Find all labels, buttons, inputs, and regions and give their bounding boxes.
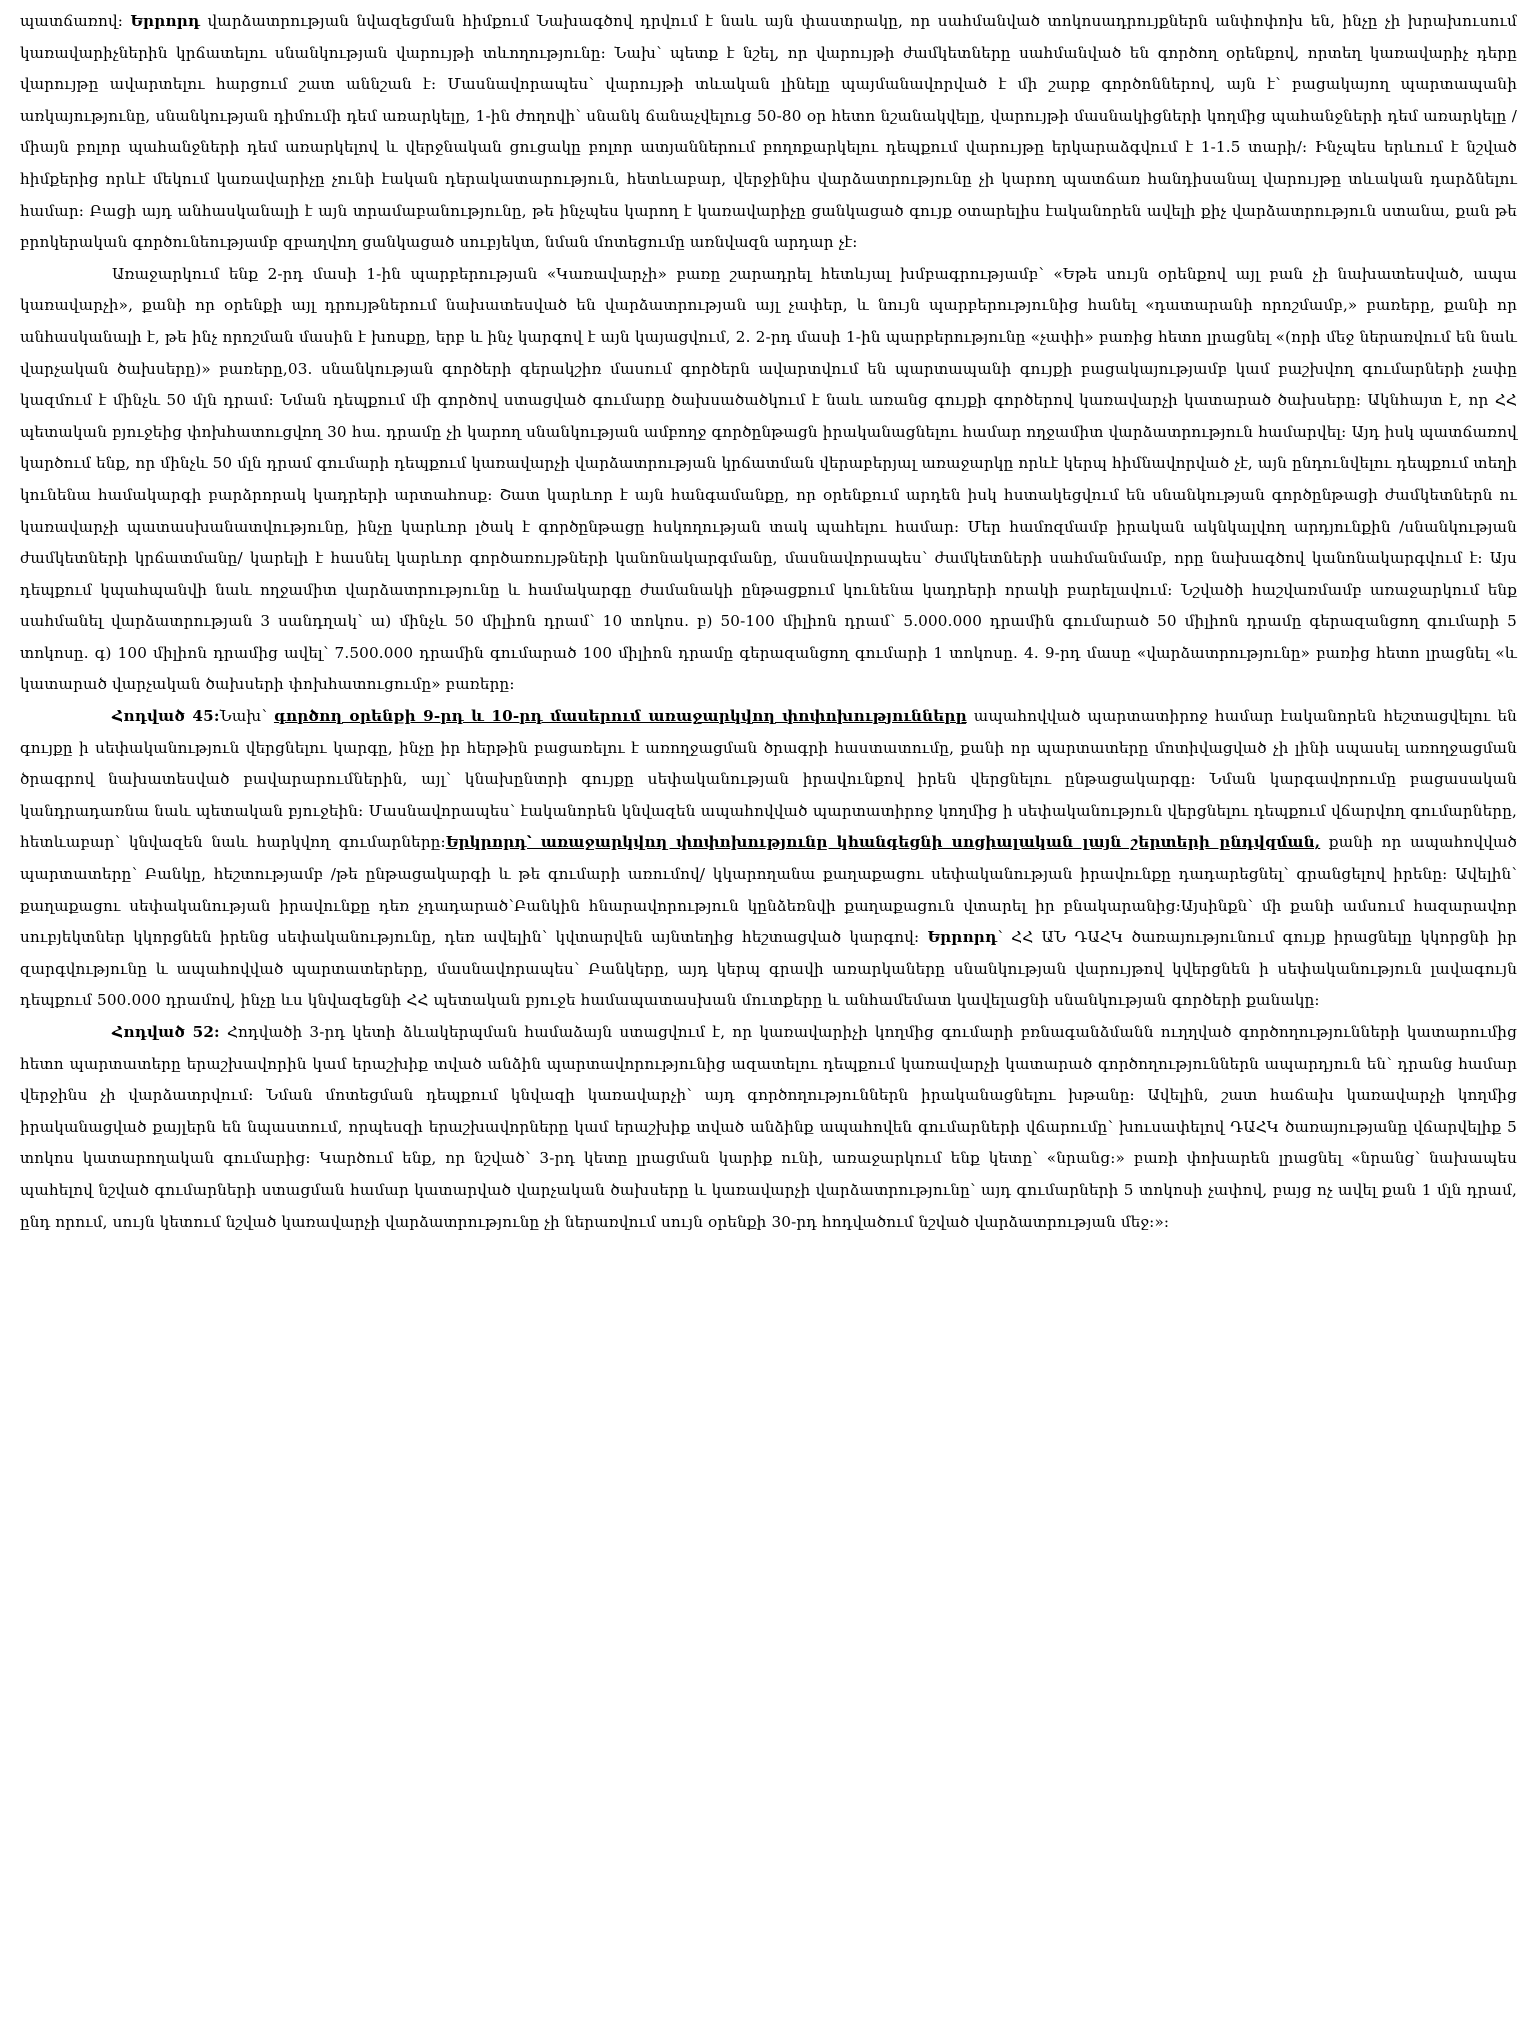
paragraph-reasons [20,6,1517,259]
underlined-segment-second: Երկրորդ՝ առաջարկվող փոփոխությունը կհանգեցնի սոցիալական լայն շերտերի ընդվզման, [445,833,1321,852]
text-segment: Հոդվածի 3-րդ կետի ձևակերպման համաձայն ստացվում է, որ կառավարիչի կողմից գումարի բռնագանձմանն ուղղված գործողությունների կատարումից հետո պարտատերը երաշխավորին կամ երաշխիք տված անձին պարտավորությունից ազատելու դեպքում կառավարչի կատարած գործողություններն ապարդյուն են՝ դրանց համար վերջինս չի վարձատրվում: Նման մոտեցման դեպքում կնվազի կառավարչի՝ այդ գործողություններն իրականացնելու խթանը: Ավելին, շատ հաճախ կառավարչի կողմից իրականացված քայլերն են նպաստում, որպեսզի երաշխավորները կամ երաշխիք տված անձինք ապահովեն գումարների վճարումը՝ խուսափելով ԴԱՀԿ ծառայությանը վճարվելիք 5 տոկոս կատարողական գումարից: Կարծում ենք, որ նշված՝ 3-րդ կետը լրացման կարիք ունի, առաջարկում ենք կետը՝ «նրանց:» բառի փոխարեն լրացնել «նրանց՝ նախապես պահելով նշված գումարների ստացման համար կատարված վարչական ծախսերը և կառավարչի վարձատրությունը՝ այդ գումարների 5 տոկոսի չափով, բայց ոչ ավել քան 1 մլն դրամ, ընդ որում, սույն կետում նշված կառավարչի վարձատրությունը չի ներառվում սույն օրենքի 30-րդ հոդվածում նշված վարձատրության մեջ:»: [20,1023,1518,1231]
text-segment: ապահովված պարտատիրոջ համար էականորեն հեշտացվելու են գույքը ի սեփականություն վերցնելու կարգը, ինչը իր հերթին բացառելու է առողջացման ծրագրի հաստատումը, քանի որ պարտատերը մոտիվացված չի լինի սպասել առողջացման ծրագրով նախատեսված բավարարումներին, այլ՝ կնախընտրի գույքը սեփականության իրավունքով իրեն վերցնելու ընթացակարգը: Նման կարգավորումը բացասական կանդրադառնա նաև պետական բյուջեին: Մասնավորապես՝ էականորեն կնվազեն ապահովված պարտատիրոջ կողմից ի սեփականություն վերցնելու դեպքում վճարվող գումարները, հետևաբար՝ կնվազեն նաև հարկվող գումարները: [20,707,1517,852]
bold-segment-third: Երրորդ [130,12,201,30]
text-segment: քանի որ ապահովված պարտատերը՝ Բանկը, հեշտությամբ /թե ընթացակարգի և թե գումարի առումով/ կկարողանա քաղաքացու սեփականության իրավունքը դադարեցնել՝ գրանցելով իրենը: Ավելին՝ քաղաքացու սեփականության իրավունքը դեռ չդադարած՝Բանկին հնարավորություն կընձեռնվի քաղաքացուն վտարել իր բնակարանից:Այսինքն՝ մի քանի ամսում հազարավոր սուբյեկտներ կկորցնեն իրենց սեփականությունը, դեռ ավելին՝ կվտարվեն այնտեղից հեշտացված կարգով: [20,833,1517,947]
text-segment: վարձատրության նվազեցման հիմքում Նախագծով դրվում է նաև այն փաստրակը, որ սահմանված տոկոսադրույքներն անփոփոխ են, ինչը չի խրախուսում կառավարիչներին կրճատելու սնանկության վարույթի տևողությունը: Նախ՝ պետք է նշել, որ վարույթի ժամկետները սահմանված են գործող օրենքով, որտեղ կառավարիչ դերը վարույթը ավարտելու հարցում շատ աննշան է: Մասնավորապես՝ վարույթի տևական լինելը պայմանավորված է մի շարք գործոններով, այն է՝ բացակայող պարտապանի առկայությունը, սնանկության դիմումի դեմ առարկելը, 1-ին ժողովի՝ սնանկ ճանաչվելուց 50-80 օր հետո նշանակվելը, վարույթի մասնակիցների կողմից պահանջների դեմ առարկելը /միայն բոլոր պահանջների դեմ առարկելով և վերջնական ցուցակը բոլոր ատյաններում բողոքարկելու դեպքում վարույթը երկարաձգվում է 1-1.5 տարի/: Ինչպես երևում է նշված հիմքերից որևէ մեկում կառավարիչը չունի էական դերակատարություն, հետևաբար, վերջինիս վարձատրությունը չի կարող պատճառ հանդիսանալ վարույթը տևական դարձնելու համար: Բացի այդ անհասկանալի է այն տրամաբանությունը, թե ինչպես կարող է կառավարիչը ցանկացած գույք օտարելիս էականորեն ավելի քիչ վարձատրություն ստանա, քան թե բրոկերական գործունեությամբ զբաղվող ցանկացած սուբյեկտ, նման մոտեցումը առնվազն արդար չէ: [20,12,1517,252]
underlined-segment: գործող օրենքի 9-րդ և 10-րդ մասերում առաջարկվող փոփոխությունները [273,707,967,726]
article-45-heading: Հոդված 45: [112,707,220,726]
article-52-heading: Հոդված 52: [112,1023,220,1041]
paragraph-article-52 [20,1017,1517,1238]
paragraph-proposal: Առաջարկում ենք 2-րդ մասի 1-ին պարբերության «Կառավարչի» բառը շարադրել հետևյալ խմբագրությամբ՝ «Եթե սույն օրենքով այլ բան չի նախատեսված, ապա կառավարչի», քանի որ օրենքի այլ դրույթներում նախատեսված են վարձատրության այլ չափեր, և նույն պարբերությունից հանել «դատարանի որոշմամբ,» բառերը, քանի որ անհասկանալի է, թե ինչ որոշման մասին է խոսքը, երբ և ինչ կարգով է այն կայացվում, 2. 2-րդ մասի 1-ին պարբերությունը «չափի» բառից հետո լրացնել «(որի մեջ ներառվում են նաև վարչական ծախսերը)» բառերը,03. սնանկության գործերի գերակշիռ մասում գործերն ավարտվում են պարտապանի գույքի բացակայությամբ կամ բաշխվող գումարների չափը կազմում է մինչև 50 մլն դրամ: Նման դեպքում մի գործով ստացված գումարը ծախսածածկում է նաև առանց գույքի գործերով կառավարչի կատարած ծախսերը: Ակնհայտ է, որ ՀՀ պետական բյուջեից փոխհատուցվող 30 հա. դրամը չի կարող սնանկության ամբողջ գործընթացն իրականացնելու համար ողջամիտ վարձատրություն համարվել: Այդ իսկ պատճառով կարծում ենք, որ մինչև 50 մլն դրամ գումարի դեպքում կառավարչի վարձատրության կրճատման վերաբերյալ առաջարկը որևէ կերպ հիմնավորված չէ, այն ընդունվելու դեպքում տեղի կունենա համակարգի բարձրորակ կադրերի արտահոսք: Շատ կարևոր է այն հանգամանքը, որ օրենքում արդեն իսկ հստակեցվում են սնանկության գործընթացի ժամկետներն ու կառավարչի պատասխանատվությունը, ինչը կարևոր լծակ է գործընթացը հսկողության տակ պահելու համար: Մեր համոզմամբ իրական ակնկալվող արդյունքին /սնանկության ժամկետների կրճատմանը/ կարելի է հասնել կարևոր գործառույթների կանոնակարգմանը, մասնավորապես՝ ժամկետների սահմանմամբ, որը նախագծով կանոնակարգվում է: Այս դեպքում կպահպանվի նաև ողջամիտ վարձատրությունը և համակարգը ժամանակի ընթացքում կունենա կադրերի որակի բարելավում: Նշվածի հաշվառմամբ առաջարկում ենք սահմանել վարձատրության 3 սանդղակ՝ ա) մինչև 50 միլիոն դրամ՝ 10 տոկոս. բ) 50-100 միլիոն դրամ՝ 5.000.000 դրամին գումարած 50 միլիոն դրամը գերազանցող գումարի 5 տոկոսը. գ) 100 միլիոն դրամից ավել՝ 7.500.000 դրամին գումարած 100 միլիոն դրամը գերազանցող գումարի 1 տոկոսը. 4. 9-րդ մասը «վարձատրությունը» բառից հետո լրացնել «և կատարած վարչական ծախսերի փոխհատուցումը» բառերը: [20,264,1517,694]
paragraph-article-45 [20,701,1517,1017]
text-segment: ՝ ՀՀ ԱՆ ԴԱՀԿ ծառայությունում գույք իրացնելը կկորցնի իր զարգվությունը և ապահովված պարտատերերը, մասնավորապես՝ Բանկերը, այդ կերպ գրավի առարկաները սնանկության վարույթով կվերցնեն ի սեփականություն լավագույն դեպքում 500.000 դրամով, ինչը ևս կնվազեցնի ՀՀ պետական բյուջե համապատասխան մուտքերը և անհամեմատ կավելացնի սնանկության գործերի քանակը: [20,928,1517,1010]
bold-segment-third: Երրորդ [927,928,998,947]
text-segment: պատճառով: [20,12,124,30]
text-segment: Նախ՝ [219,707,274,726]
